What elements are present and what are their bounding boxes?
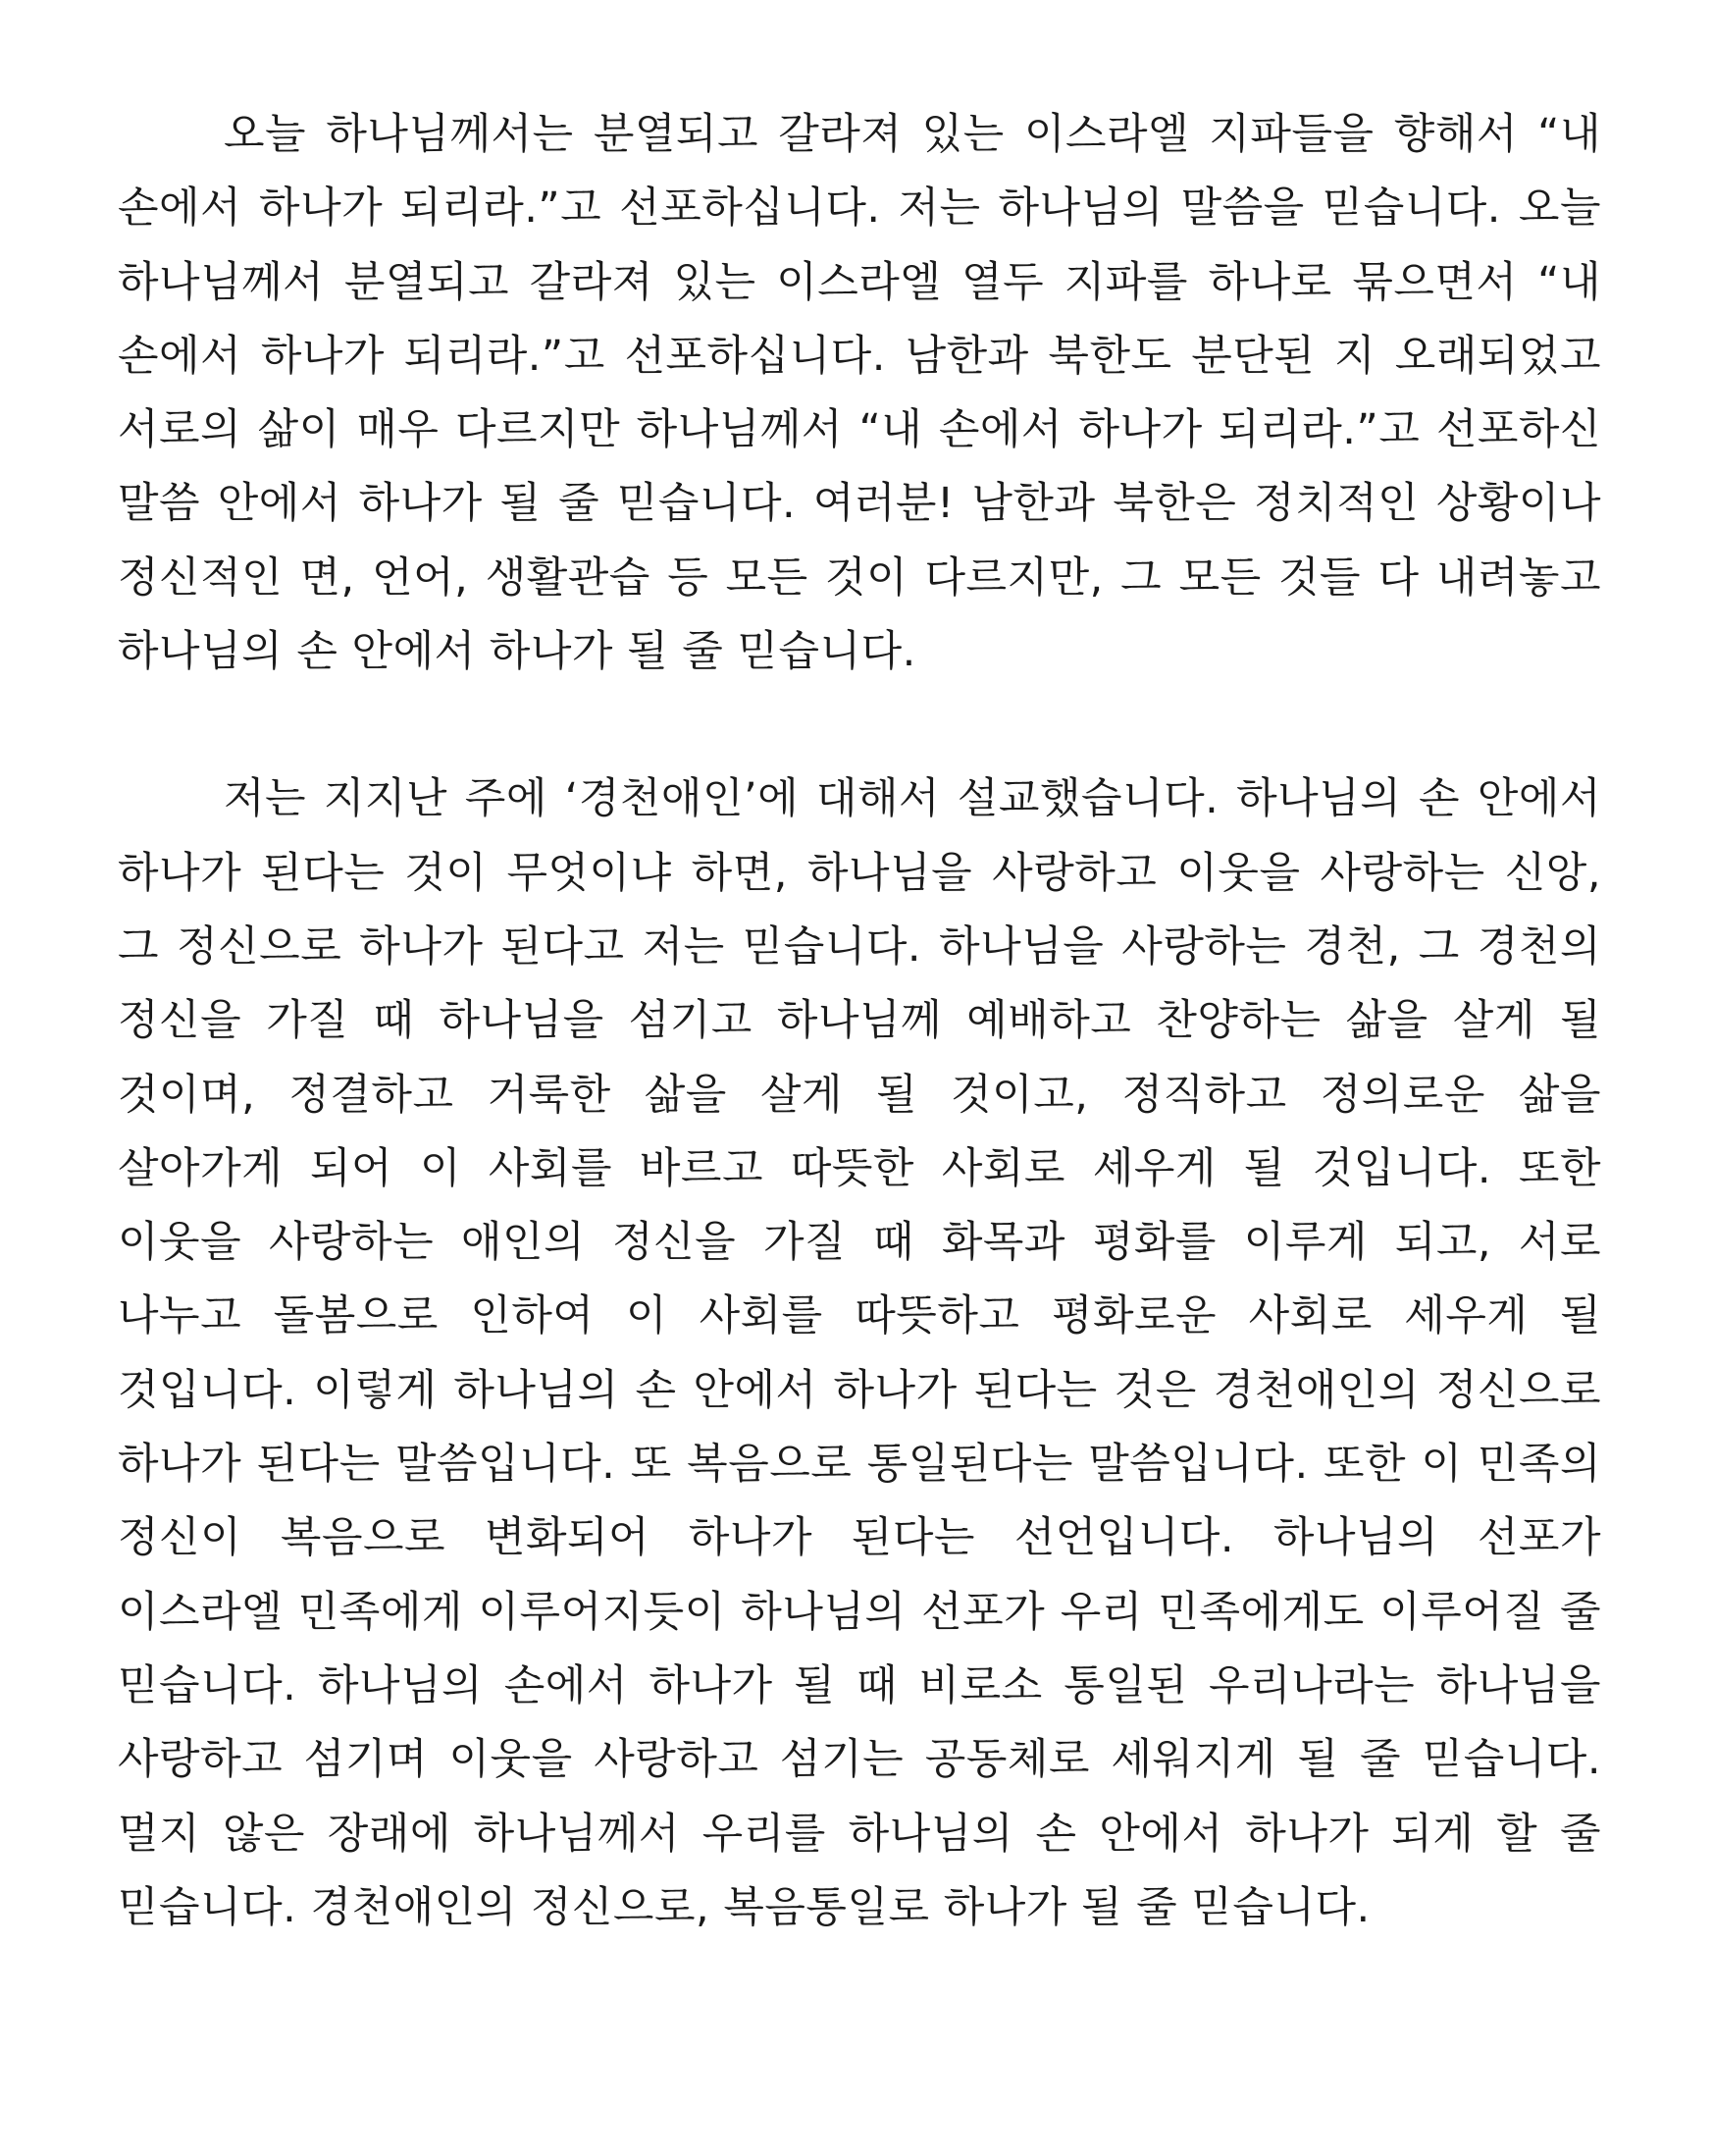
paragraph-1: 오늘 하나님께서는 분열되고 갈라져 있는 이스라엘 지파들을 향해서 “내 손에서 하나가 되리라.”고 선포하십니다. 저는 하나님의 말씀을 믿습니다. 오늘 하나님께서 분열되고 갈라져 있는 이스라엘 열두 지파를 하나로 묶으면서 “내 손에서 하나가 되리라.”고 선포하십니다. 남한과 북한도 분단된 지 오래되었고 서로의 삶이 매우 다르지만 하나님께서 “내 손에서 하나가 되리라.”고 선포하신 말씀 안에서 하나가 될 줄 믿습니다. 여러분! 남한과 북한은 정치적인 상황이나 정신적인 면, 언어, 생활관습 등 모든 것이 다르지만, 그 모든 것들 다 내려놓고 하나님의 손 안에서 하나가 될 줄 믿습니다. <box>118 110 1601 677</box>
paragraph-2: 저는 지지난 주에 ‘경천애인’에 대해서 설교했습니다. 하나님의 손 안에서 하나가 된다는 것이 무엇이냐 하면, 하나님을 사랑하고 이웃을 사랑하는 신앙, 그 정신으로 하나가 된다고 저는 믿습니다. 하나님을 사랑하는 경천, 그 경천의 정신을 가질 때 하나님을 섬기고 하나님께 예배하고 찬양하는 삶을 살게 될 것이며, 정결하고 거룩한 삶을 살게 될 것이고, 정직하고 정의로운 삶을 살아가게 되어 이 사회를 바르고 따뜻한 사회로 세우게 될 것입니다. 또한 이웃을 사랑하는 애인의 정신을 가질 때 화목과 평화를 이루게 되고, 서로 나누고 돌봄으로 인하여 이 사회를 따뜻하고 평화로운 사회로 세우게 될 것입니다. 이렇게 하나님의 손 안에서 하나가 된다는 것은 경천애인의 정신으로 하나가 된다는 말씀입니다. 또 복음으로 통일된다는 말씀입니다. 또한 이 민족의 정신이 복음으로 변화되어 하나가 된다는 선언입니다. 하나님의 선포가 이스라엘 민족에게 이루어지듯이 하나님의 선포가 우리 민족에게도 이루어질 줄 믿습니다. 하나님의 손에서 하나가 될 때 비로소 통일된 우리나라는 하나님을 사랑하고 섬기며 이웃을 사랑하고 섬기는 공동체로 세워지게 될 줄 믿습니다. 멀지 않은 장래에 하나님께서 우리를 하나님의 손 안에서 하나가 되게 할 줄 믿습니다. 경천애인의 정신으로, 복음통일로 하나가 될 줄 믿습니다. <box>118 774 1601 1932</box>
document-page <box>118 98 1601 1945</box>
